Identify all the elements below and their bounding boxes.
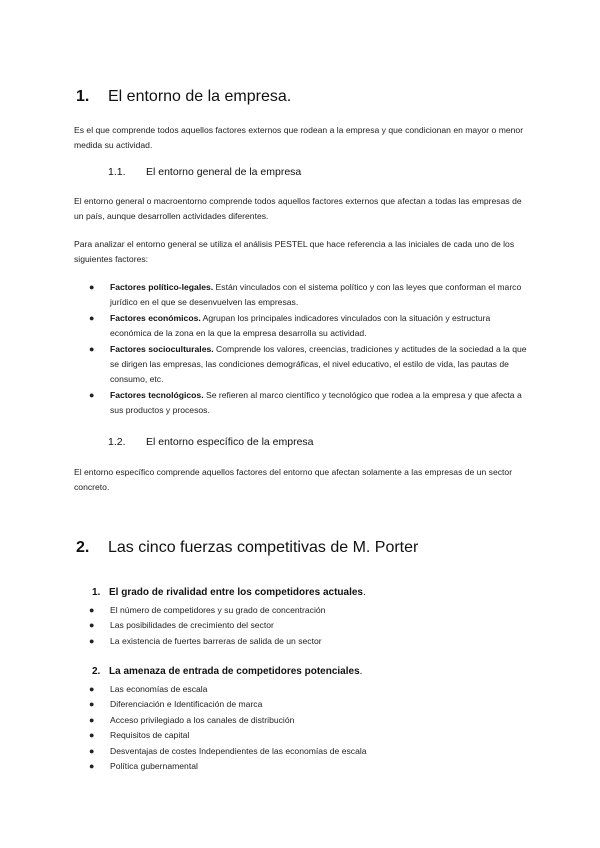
list-item [74, 603, 534, 618]
list-item [74, 311, 534, 342]
bullet-icon: ● [89, 714, 95, 725]
force-1-item: El número de competidores y su grado de concentración [110, 605, 326, 615]
subsection-1-2-heading [108, 436, 314, 448]
force-2-item: Política gubernamental [110, 761, 198, 772]
bullet-icon: ● [89, 699, 95, 710]
factor-term: Factores político-legales. [110, 282, 214, 292]
factor-term: Factores socioculturales. [110, 343, 214, 354]
factor-text: Comprende los valores, creencias, tradiciones y actitudes de la sociedad a la que se dirigen las empresas, las condiciones demográficas, el nivel educativo, el estilo de vida, las pautas de consumo, etc. [110, 343, 527, 385]
section-1-number: 1. [76, 88, 90, 105]
pestel-factor-list [74, 280, 534, 419]
bullet-icon: ● [89, 745, 95, 756]
force-1-list [74, 603, 534, 649]
factor-text: Se refieren al marco científico y tecnológico que rodea a la empresa y que afecta a sus productos y procesos. [110, 389, 522, 416]
subsection-1-1-number: 1.1. [108, 166, 126, 178]
bullet-icon: ● [89, 730, 95, 741]
subsection-1-1-para-2: Para analizar el entorno general se utiliza el análisis PESTEL que hace referencia a las iniciales de cada uno de los siguientes factores: [74, 239, 515, 265]
list-item [74, 713, 534, 728]
force-2-item: Las economías de escala [110, 684, 208, 694]
force-1-suffix: . [362, 587, 366, 598]
force-2-item: Desventajas de costes Independientes de las economías de escala [110, 745, 367, 756]
force-2-item: Diferenciación e Identificación de marca [110, 699, 263, 710]
force-2-number: 2. [92, 666, 101, 677]
force-1-heading [92, 587, 366, 598]
section-2-number: 2. [76, 539, 90, 556]
force-1-item: La existencia de fuertes barreras de salida de un sector [110, 635, 322, 646]
factor-term: Factores tecnológicos. [110, 389, 204, 400]
force-2-list [74, 682, 534, 774]
list-item [74, 744, 534, 759]
list-item [74, 634, 534, 649]
bullet-icon: ● [89, 312, 95, 323]
force-2-heading [92, 666, 362, 677]
force-2-item: Requisitos de capital [110, 730, 190, 741]
subsection-1-2-number: 1.2. [108, 436, 126, 448]
bullet-icon: ● [89, 620, 95, 631]
list-item [74, 618, 534, 633]
force-2-item: Acceso privilegiado a los canales de distribución [110, 714, 295, 725]
bullet-icon: ● [89, 635, 95, 646]
section-1-intro: Es el que comprende todos aquellos factores externos que rodean a la empresa y que condicionan en mayor o menor medida su actividad. [74, 125, 524, 151]
section-1-title: El entorno de la empresa. [108, 88, 292, 105]
list-item [74, 388, 534, 419]
list-item [74, 759, 534, 774]
force-1-item: Las posibilidades de crecimiento del sector [110, 620, 274, 631]
bullet-icon: ● [89, 282, 95, 292]
force-2-suffix: . [359, 666, 363, 677]
list-item [74, 728, 534, 743]
force-2-title: La amenaza de entrada de competidores potenciales [109, 666, 360, 677]
section-1-heading [76, 88, 291, 106]
list-item [74, 280, 534, 311]
bullet-icon: ● [89, 684, 95, 694]
section-2-title: Las cinco fuerzas competitivas de M. Porter [108, 539, 419, 556]
force-1-title: El grado de rivalidad entre los competidores actuales [109, 587, 363, 598]
list-item [74, 342, 534, 388]
list-item [74, 697, 534, 712]
factor-text: Están vinculados con el sistema político y con las leyes que conforman el marco jurídico en el que se desenvuelven las empresas. [110, 282, 522, 308]
bullet-icon: ● [89, 605, 95, 615]
bullet-icon: ● [89, 761, 95, 772]
bullet-icon: ● [89, 389, 95, 400]
force-1-number: 1. [92, 587, 101, 598]
subsection-1-1-heading [108, 166, 301, 178]
list-item [74, 682, 534, 697]
section-2-heading [76, 539, 418, 557]
subsection-1-1-para-1: El entorno general o macroentorno comprende todos aquellos factores externos que afectan a todas las empresas de un país, aunque desarrollen actividades diferentes. [74, 196, 522, 222]
factor-text: Agrupan los principales indicadores vinculados con la situación y estructura económica de la zona en la que la empresa desarrolla su actividad. [110, 312, 491, 339]
factor-term: Factores económicos. [110, 312, 201, 323]
bullet-icon: ● [89, 343, 95, 354]
subsection-1-1-title: El entorno general de la empresa [146, 166, 302, 178]
subsection-1-2-para-1: El entorno específico comprende aquellos factores del entorno que afectan solamente a las empresas de un sector concreto. [74, 467, 513, 493]
subsection-1-2-title: El entorno específico de la empresa [146, 436, 314, 448]
